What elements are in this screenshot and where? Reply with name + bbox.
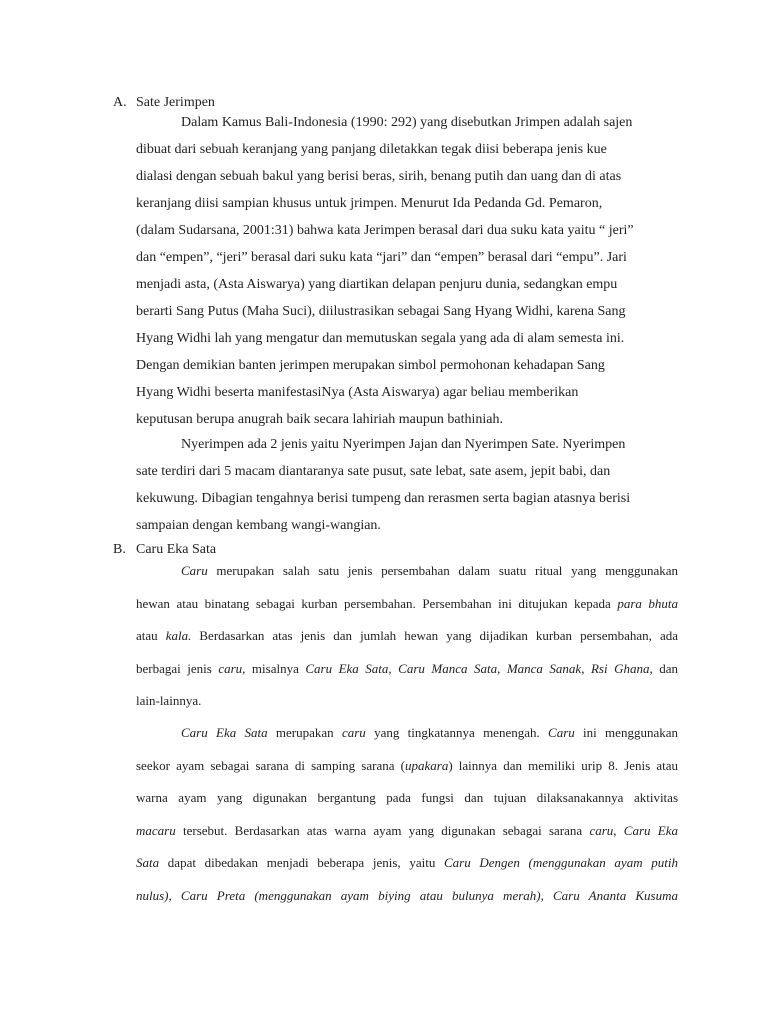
text-line: dibuat dari sebuah keranjang yang panjang diletakkan tegak diisi beberapa jenis kue: [136, 142, 607, 157]
italic-text: Caru Eka: [623, 822, 678, 838]
text-line: Hyang Widhi beserta manifestasiNya (Asta Aiswarya) agar beliau memberikan: [136, 385, 579, 400]
text-run: seekor ayam sebagai sarana di samping sarana (: [136, 757, 405, 773]
text-run: dapat dibedakan menjadi beberapa jenis, yaitu: [159, 855, 444, 870]
text-line: [136, 782, 678, 815]
italic-text: Caru Eka Sata: [181, 725, 268, 740]
italic-text: caru,: [218, 660, 246, 676]
text-line: keranjang diisi sampian khusus untuk jrimpen. Menurut Ida Pedanda Gd. Pemaron,: [136, 196, 603, 211]
text-line: (dalam Sudarsana, 2001:31) bahwa kata Jerimpen berasal dari dua suku kata yaitu “ jeri”: [136, 223, 634, 238]
text-line: [136, 717, 678, 750]
italic-text: Caru: [548, 725, 575, 740]
text-run: yang tingkatannya menengah.: [365, 725, 549, 740]
text-line: Dengan demikian banten jerimpen merupakan simbol permohonan kehadapan Sang: [136, 358, 605, 373]
text-line: menjadi asta, (Asta Aiswarya) yang diartikan delapan penjuru dunia, sedangkan empu: [136, 277, 618, 292]
text-line: kekuwung. Dibagian tengahnya berisi tumpeng dan rerasmen serta bagian atasnya berisi: [136, 491, 631, 506]
text-run: Berdasarkan atas jenis dan jumlah hewan yang dijadikan kurban persembahan, ada: [191, 628, 678, 643]
italic-text: upakara: [404, 757, 449, 773]
text-line: sampaian dengan kembang wangi-wangian.: [136, 518, 381, 533]
italic-text: nulus), Caru Preta (menggunakan ayam biying atau bulunya merah), Caru Ananta Kusuma: [136, 887, 678, 903]
italic-text: Rsi Ghana: [590, 660, 650, 676]
text-run: tersebut. Berdasarkan atas warna ayam yang digunakan sebagai sarana: [175, 822, 590, 838]
text-run: warna ayam yang digunakan bergantung pada fungsi dan tujuan dilaksanakannya aktivitas: [136, 790, 678, 805]
text-run: ,: [581, 660, 591, 676]
italic-text: para bhuta: [617, 595, 679, 611]
text-run: atau: [136, 628, 166, 643]
text-run: merupakan salah satu jenis persembahan dalam suatu ritual yang menggunakan: [207, 563, 678, 578]
section-a-title: Sate Jerimpen: [136, 95, 215, 110]
italic-text: Caru: [181, 563, 208, 578]
text-line: [136, 750, 678, 783]
italic-text: caru: [341, 725, 366, 740]
text-run: ,: [613, 822, 624, 838]
section-a-paragraph-1: [136, 109, 666, 433]
text-line: dialasi dengan sebuah bakul yang berisi beras, sirih, benang putih dan uang dan di atas: [136, 169, 622, 184]
text-run: hewan atau binatang sebagai kurban persembahan. Persembahan ini ditujukan kepada: [136, 595, 618, 611]
italic-text: macaru: [136, 822, 176, 838]
section-b-label: B.: [113, 542, 126, 557]
text-line: [136, 620, 678, 653]
text-line: berarti Sang Putus (Maha Suci), diilustrasikan sebagai Sang Hyang Widhi, karena Sang: [136, 304, 626, 319]
text-line: keputusan berupa anugrah baik secara lahiriah maupun bathiniah.: [136, 412, 503, 427]
section-b-paragraph-1: [136, 555, 678, 718]
text-run: ) lainnya dan memiliki urip 8. Jenis atau: [448, 757, 678, 773]
section-a-label: A.: [113, 95, 127, 110]
text-line: sate terdiri dari 5 macam diantaranya sate pusut, sate lebat, sate asem, jepit babi, dan: [136, 464, 611, 479]
section-a-paragraph-2: [136, 431, 666, 539]
italic-text: Caru Dengen (menggunakan ayam putih: [444, 855, 678, 870]
text-run: merupakan: [267, 725, 342, 740]
section-b-paragraph-2: [136, 717, 678, 912]
text-line: [136, 588, 678, 621]
text-line: Nyerimpen ada 2 jenis yaitu Nyerimpen Jajan dan Nyerimpen Sate. Nyerimpen: [181, 437, 626, 452]
italic-text: caru: [589, 822, 614, 838]
text-line: [136, 847, 678, 880]
text-run: berbagai jenis: [136, 660, 219, 676]
text-line: Hyang Widhi lah yang mengatur dan memutuskan segala yang ada di alam semesta ini.: [136, 331, 625, 346]
text-run: , dan: [649, 660, 678, 676]
text-run: misalnya: [245, 660, 306, 676]
italic-text: kala.: [165, 628, 192, 643]
text-line: Dalam Kamus Bali-Indonesia (1990: 292) yang disebutkan Jrimpen adalah sajen: [181, 115, 633, 130]
text-line: [136, 555, 678, 588]
italic-text: Sata: [136, 855, 160, 870]
text-line: [136, 880, 678, 913]
text-line: [136, 653, 678, 686]
text-line: [136, 685, 678, 718]
section-b-title: Caru Eka Sata: [136, 542, 217, 557]
text-run: ini menggunakan: [574, 725, 678, 740]
text-run: lain-lainnya.: [136, 693, 202, 708]
italic-text: Caru Eka Sata, Caru Manca Sata, Manca Sanak: [305, 660, 582, 676]
text-line: dan “empen”, “jeri” berasal dari suku kata “jari” dan “empen” berasal dari “empu”. Jari: [136, 250, 627, 265]
text-line: [136, 815, 678, 848]
